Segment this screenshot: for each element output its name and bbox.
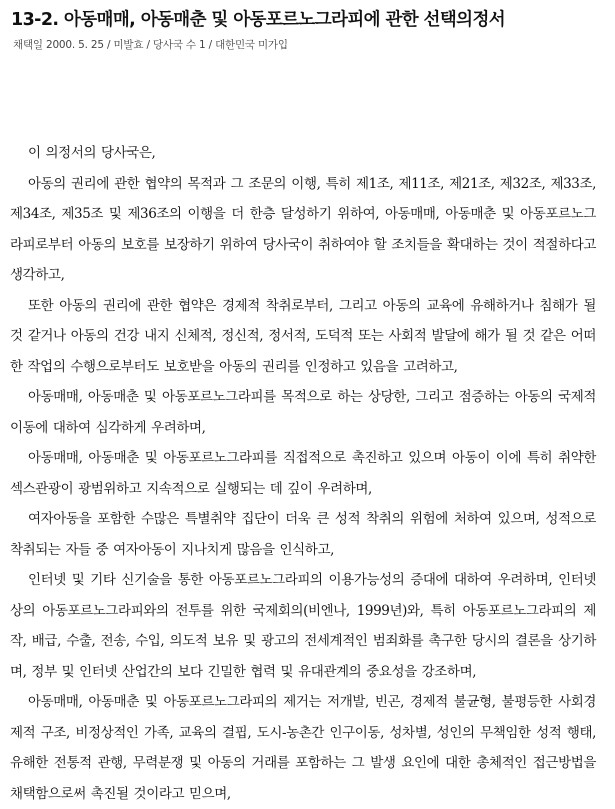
document-title: 13-2. 아동매매, 아동매춘 및 아동포르노그라피에 관한 선택의정서 — [11, 10, 506, 30]
paragraph: 여자아동을 포함한 수많은 특별취약 집단이 더욱 큰 성적 착취의 위험에 처하여 있으며, 성적으로 착취되는 자들 중 여자아동이 지나치게 많음을 인식하고, — [10, 511, 596, 558]
paragraph: 아동의 권리에 관한 협약의 목적과 그 조문의 이행, 특히 제1조, 제11조, 제21조, 제32조, 제33조, 제34조, 제35조 및 제36조의 이행을 더 한층 달성하기 위하여, 아동매매, 아동매춘 및 아동포르노그라피로부터 아동의 보호를 보장하기 위하여 당사국이 취하여야 할 조치들을 확대하는 것이 적절하다고 생각하고, — [10, 175, 596, 283]
paragraph: 또한 아동의 권리에 관한 협약은 경제적 착취로부터, 그리고 아동의 교육에 유해하거나 침해가 될 것 같거나 아동의 건강 내지 신체적, 정신적, 정서적, 도덕적 또는 사회적 발달에 해가 될 것 같은 어떠한 작업의 수행으로부터도 보호받을 아동의 권리를 인정하고 있음을 고려하고, — [10, 297, 596, 375]
paragraph: 아동매매, 아동매춘 및 아동포르노그라피의 제거는 저개발, 빈곤, 경제적 불균형, 불평등한 사회경제적 구조, 비정상적인 가족, 교육의 결핍, 도시-농촌간 인구이동, 성차별, 성인의 무책임한 성적 행태, 유해한 전통적 관행, 무력분쟁 및 아동의 거래를 포함하는 그 발생 요인에 대한 총체적인 접근방법을 채택함으로써 촉진될 것이라고 믿으며, — [10, 694, 596, 802]
document-body — [10, 138, 596, 809]
document-meta: 채택일 2000. 5. 25 / 미발효 / 당사국 수 1 / 대한민국 미가입 — [13, 39, 288, 51]
paragraph: 아동매매, 아동매춘 및 아동포르노그라피를 직접적으로 촉진하고 있으며 아동이 이에 특히 취약한 섹스관광이 광범위하고 지속적으로 실행되는 데 깊이 우려하며, — [10, 450, 596, 497]
paragraph: 이 의정서의 당사국은, — [28, 145, 156, 161]
paragraph: 인터넷 및 기타 신기술을 통한 아동포르노그라피의 이용가능성의 증대에 대하여 우려하며, 인터넷상의 아동포르노그라피와의 전투를 위한 국제회의(비엔나, 1999년)와, 특히 아동포르노그라피의 제작, 배급, 수출, 전송, 수입, 의도적 보유 및 광고의 전세계적인 범죄화를 촉구한 당시의 결론을 상기하며, 정부 및 인터넷 산업간의 보다 긴밀한 협력 및 유대관계의 중요성을 강조하며, — [10, 572, 596, 680]
paragraph: 아동매매, 아동매춘 및 아동포르노그라피를 목적으로 하는 상당한, 그리고 점증하는 아동의 국제적 이동에 대하여 심각하게 우려하며, — [10, 389, 596, 436]
